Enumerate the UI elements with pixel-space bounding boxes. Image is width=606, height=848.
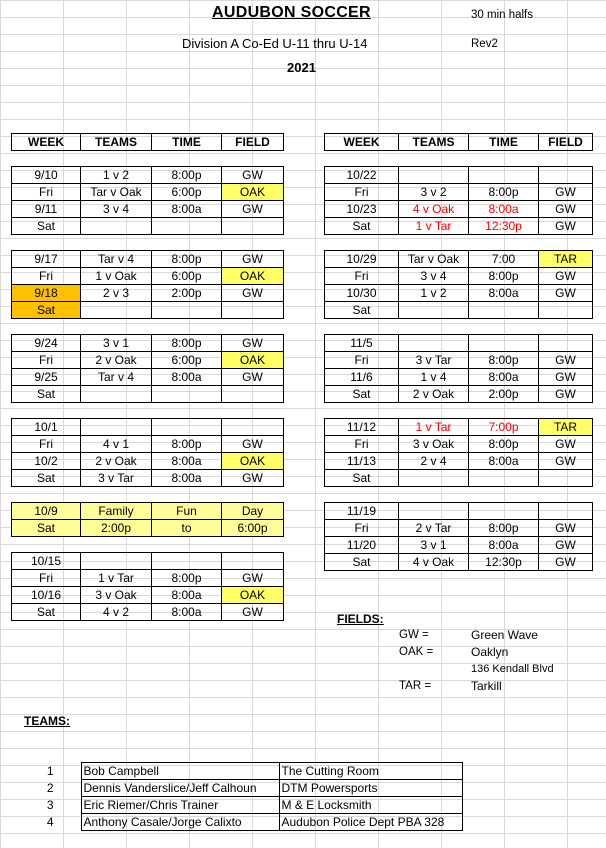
week-cell: Sat <box>325 302 399 319</box>
spacer-cell <box>152 235 222 251</box>
time-cell <box>152 386 222 403</box>
week-cell: 9/18 <box>12 285 81 302</box>
spacer-cell <box>399 403 469 419</box>
field-cell: GW <box>539 537 593 554</box>
field-cell: OAK <box>222 587 284 604</box>
field-cell: GW <box>539 369 593 386</box>
spacer-cell <box>469 403 539 419</box>
spacer-cell <box>539 319 593 335</box>
teams-cell <box>81 419 152 436</box>
spacer-cell <box>222 487 284 503</box>
week-cell: 9/24 <box>12 335 81 352</box>
field-cell: GW <box>222 335 284 352</box>
week-cell: Fri <box>325 268 399 285</box>
oak-code: OAK = <box>399 646 434 658</box>
schedule-table-right <box>324 133 593 571</box>
schedule-row <box>12 251 284 268</box>
schedule-row <box>12 268 284 285</box>
field-cell <box>222 419 284 436</box>
field-cell: TAR <box>539 419 593 436</box>
spacer-cell <box>222 403 284 419</box>
spacer-cell <box>469 487 539 503</box>
time-cell: 8:00p <box>152 335 222 352</box>
spacer-cell <box>325 319 399 335</box>
time-cell: 8:00p <box>469 268 539 285</box>
schedule-row <box>12 218 284 235</box>
spacer-cell <box>222 235 284 251</box>
field-cell: OAK <box>222 352 284 369</box>
field-cell: GW <box>222 604 284 621</box>
schedule-row <box>325 537 593 554</box>
field-cell: GW <box>222 470 284 487</box>
schedule-row <box>325 554 593 571</box>
field-cell: OAK <box>222 268 284 285</box>
schedule-row <box>325 352 593 369</box>
field-cell: GW <box>222 369 284 386</box>
teams-cell: 3 v 1 <box>399 537 469 554</box>
field-cell: GW <box>222 251 284 268</box>
teams-cell: 1 v 2 <box>81 167 152 184</box>
week-cell: Fri <box>325 352 399 369</box>
field-cell: GW <box>539 184 593 201</box>
week-cell: Sat <box>325 218 399 235</box>
week-cell: 9/11 <box>12 201 81 218</box>
spacer-cell <box>81 235 152 251</box>
field-cell: GW <box>539 554 593 571</box>
week-cell: 11/5 <box>325 335 399 352</box>
week-cell: 9/25 <box>12 369 81 386</box>
week-cell: 11/19 <box>325 503 399 520</box>
spacer-cell <box>12 403 81 419</box>
field-cell: GW <box>222 285 284 302</box>
schedule-row <box>325 369 593 386</box>
schedule-row <box>12 285 284 302</box>
teams-cell: 1 v 2 <box>399 285 469 302</box>
spacer-cell <box>81 403 152 419</box>
team-row <box>20 814 462 831</box>
tar-name: Tarkill <box>471 679 502 693</box>
field-cell: OAK <box>222 184 284 201</box>
spacer-cell <box>222 151 284 167</box>
time-cell: 8:00a <box>152 201 222 218</box>
spacer-cell <box>81 537 152 553</box>
week-cell: 9/17 <box>12 251 81 268</box>
teams-cell: 2:00p <box>81 520 152 537</box>
column-header: FIELD <box>539 134 593 151</box>
schedule-table-left <box>11 133 284 621</box>
schedule-row <box>325 470 593 487</box>
teams-cell: 4 v 2 <box>81 604 152 621</box>
week-cell: Fri <box>12 570 81 587</box>
team-row <box>20 780 462 797</box>
column-header: TIME <box>152 134 222 151</box>
teams-cell: 1 v Oak <box>81 268 152 285</box>
spacer-cell <box>539 235 593 251</box>
teams-cell <box>399 302 469 319</box>
family-day-row <box>12 520 284 537</box>
spacer-cell <box>222 319 284 335</box>
field-cell <box>539 302 593 319</box>
spacer-cell <box>81 151 152 167</box>
field-cell <box>539 503 593 520</box>
spacer-cell <box>325 487 399 503</box>
schedule-row <box>325 201 593 218</box>
schedule-row <box>325 386 593 403</box>
field-cell <box>222 386 284 403</box>
time-cell: 8:00a <box>152 587 222 604</box>
teams-cell: 1 v Tar <box>399 218 469 235</box>
team-row <box>20 763 462 780</box>
teams-cell: 2 v Oak <box>81 352 152 369</box>
field-cell <box>539 470 593 487</box>
schedule-row <box>12 352 284 369</box>
schedule-row <box>12 470 284 487</box>
time-cell <box>152 553 222 570</box>
schedule-row <box>325 503 593 520</box>
schedule-row <box>12 335 284 352</box>
time-cell: Fun <box>152 503 222 520</box>
teams-cell <box>399 470 469 487</box>
spacer-cell <box>469 319 539 335</box>
spacer-cell <box>152 537 222 553</box>
gw-name: Green Wave <box>471 628 538 642</box>
teams-cell: Tar v Oak <box>81 184 152 201</box>
schedule-row <box>12 386 284 403</box>
schedule-row <box>325 419 593 436</box>
team-sponsor: M & E Locksmith <box>279 797 462 814</box>
family-day-row <box>12 503 284 520</box>
week-cell: Sat <box>325 386 399 403</box>
teams-cell: Tar v 4 <box>81 251 152 268</box>
time-cell: 2:00p <box>152 285 222 302</box>
time-cell: 8:00a <box>469 285 539 302</box>
schedule-row <box>12 302 284 319</box>
tar-code: TAR = <box>399 680 432 692</box>
field-cell <box>222 302 284 319</box>
week-cell: Sat <box>12 520 81 537</box>
schedule-row <box>12 419 284 436</box>
schedule-row <box>12 453 284 470</box>
spacer-cell <box>152 487 222 503</box>
team-row <box>20 797 462 814</box>
oak-name: Oaklyn <box>471 645 509 659</box>
schedule-row <box>12 587 284 604</box>
week-cell: 10/29 <box>325 251 399 268</box>
field-cell <box>222 553 284 570</box>
time-cell: 6:00p <box>152 352 222 369</box>
field-cell <box>539 335 593 352</box>
column-header: FIELD <box>222 134 284 151</box>
time-cell: 8:00p <box>152 436 222 453</box>
week-cell: 10/23 <box>325 201 399 218</box>
week-cell: 10/9 <box>12 503 81 520</box>
team-coach: Dennis Vanderslice/Jeff Calhoun <box>81 780 279 797</box>
field-cell <box>539 167 593 184</box>
teams-cell: 3 v Oak <box>399 436 469 453</box>
teams-cell: 4 v Oak <box>399 201 469 218</box>
teams-cell: 1 v Tar <box>81 570 152 587</box>
time-cell: 8:00a <box>152 470 222 487</box>
spacer-cell <box>81 319 152 335</box>
column-header: WEEK <box>325 134 399 151</box>
week-cell: Fri <box>325 436 399 453</box>
schedule-row <box>12 369 284 386</box>
schedule-row <box>325 436 593 453</box>
teams-cell: Family <box>81 503 152 520</box>
time-cell: 8:00p <box>469 352 539 369</box>
division-subtitle: Division A Co-Ed U-11 thru U-14 <box>182 36 368 51</box>
field-cell: GW <box>222 167 284 184</box>
spacer-cell <box>81 487 152 503</box>
week-cell: 11/20 <box>325 537 399 554</box>
header-row <box>325 134 593 151</box>
schedule-row <box>325 335 593 352</box>
schedule-row <box>12 184 284 201</box>
teams-cell: 2 v 4 <box>399 453 469 470</box>
teams-cell: Tar v Oak <box>399 251 469 268</box>
time-cell: 6:00p <box>152 184 222 201</box>
schedule-row <box>12 553 284 570</box>
team-sponsor: The Cutting Room <box>279 763 462 780</box>
team-sponsor: Audubon Police Dept PBA 328 <box>279 814 462 831</box>
spacer-cell <box>325 235 399 251</box>
field-cell: GW <box>222 570 284 587</box>
teams-cell: 2 v 3 <box>81 285 152 302</box>
teams-cell: 2 v Oak <box>399 386 469 403</box>
week-cell: Fri <box>325 520 399 537</box>
teams-cell <box>399 167 469 184</box>
time-cell: 8:00p <box>152 167 222 184</box>
time-cell: 6:00p <box>152 268 222 285</box>
column-header: WEEK <box>12 134 81 151</box>
spacer-cell <box>399 487 469 503</box>
spacer-cell <box>399 151 469 167</box>
spacer-cell <box>152 319 222 335</box>
schedule-row <box>12 436 284 453</box>
spacer-cell <box>469 151 539 167</box>
week-cell: 10/15 <box>12 553 81 570</box>
time-cell <box>469 302 539 319</box>
time-cell <box>152 218 222 235</box>
time-cell: 8:00a <box>469 369 539 386</box>
spacer-cell <box>539 151 593 167</box>
time-cell: 8:00p <box>152 570 222 587</box>
spacer-cell <box>325 151 399 167</box>
week-cell: 11/13 <box>325 453 399 470</box>
spacer-cell <box>12 487 81 503</box>
time-cell <box>469 470 539 487</box>
week-cell: Sat <box>12 386 81 403</box>
team-coach: Anthony Casale/Jorge Calixto <box>81 814 279 831</box>
teams-cell: 3 v 2 <box>399 184 469 201</box>
time-cell: 12:30p <box>469 218 539 235</box>
teams-cell: 3 v 1 <box>81 335 152 352</box>
field-cell: GW <box>539 436 593 453</box>
teams-cell: 3 v Tar <box>81 470 152 487</box>
spacer-cell <box>325 403 399 419</box>
schedule-row <box>12 167 284 184</box>
time-cell: 2:00p <box>469 386 539 403</box>
teams-cell <box>81 218 152 235</box>
week-cell: Fri <box>325 184 399 201</box>
time-cell <box>469 503 539 520</box>
field-cell: GW <box>539 218 593 235</box>
teams-cell: 3 v 4 <box>399 268 469 285</box>
team-number: 1 <box>46 764 54 778</box>
schedule-row <box>325 302 593 319</box>
teams-cell <box>81 302 152 319</box>
field-cell: GW <box>222 436 284 453</box>
time-cell <box>469 335 539 352</box>
time-cell: 8:00a <box>469 537 539 554</box>
week-cell: 9/10 <box>12 167 81 184</box>
week-cell: Sat <box>325 470 399 487</box>
field-cell: GW <box>539 352 593 369</box>
field-cell: 6:00p <box>222 520 284 537</box>
teams-cell <box>81 386 152 403</box>
teams-cell <box>399 503 469 520</box>
schedule-row <box>325 184 593 201</box>
week-cell: Fri <box>12 184 81 201</box>
field-cell: GW <box>539 520 593 537</box>
time-cell: 8:00a <box>469 201 539 218</box>
week-cell: Sat <box>12 218 81 235</box>
spacer-cell <box>12 319 81 335</box>
week-cell: 10/16 <box>12 587 81 604</box>
time-cell: 8:00a <box>469 453 539 470</box>
spacer-cell <box>539 403 593 419</box>
column-header: TEAMS <box>81 134 152 151</box>
spacer-cell <box>12 537 81 553</box>
schedule-row <box>12 570 284 587</box>
week-cell: Fri <box>12 352 81 369</box>
teams-cell <box>399 335 469 352</box>
spacer-cell <box>539 487 593 503</box>
field-cell: GW <box>539 453 593 470</box>
field-cell: Day <box>222 503 284 520</box>
page-title: AUDUBON SOCCER <box>212 4 371 21</box>
field-cell: TAR <box>539 251 593 268</box>
teams-cell: 3 v 4 <box>81 201 152 218</box>
field-cell: GW <box>539 386 593 403</box>
week-cell: Sat <box>12 604 81 621</box>
week-cell: Sat <box>325 554 399 571</box>
time-cell: 12:30p <box>469 554 539 571</box>
teams-cell: 2 v Oak <box>81 453 152 470</box>
week-cell: 10/22 <box>325 167 399 184</box>
field-cell: GW <box>539 268 593 285</box>
team-number: 3 <box>46 798 54 812</box>
field-cell: GW <box>222 201 284 218</box>
week-cell: Sat <box>12 302 81 319</box>
column-header: TEAMS <box>399 134 469 151</box>
team-coach: Bob Campbell <box>81 763 279 780</box>
teams-cell: 1 v 4 <box>399 369 469 386</box>
spacer-cell <box>12 235 81 251</box>
spacer-cell <box>469 235 539 251</box>
spacer-cell <box>152 151 222 167</box>
teams-cell: 4 v Oak <box>399 554 469 571</box>
teams-cell: 3 v Oak <box>81 587 152 604</box>
teams-cell: 2 v Tar <box>399 520 469 537</box>
teams-table <box>20 762 463 831</box>
week-cell: 11/6 <box>325 369 399 386</box>
season-year: 2021 <box>287 60 316 75</box>
team-coach: Eric Riemer/Chris Trainer <box>81 797 279 814</box>
field-cell: GW <box>539 201 593 218</box>
schedule-row <box>325 268 593 285</box>
team-number: 2 <box>46 781 54 795</box>
schedule-row <box>325 167 593 184</box>
week-cell: Fri <box>12 268 81 285</box>
time-cell: 8:00a <box>152 604 222 621</box>
week-cell: 10/1 <box>12 419 81 436</box>
week-cell: 10/2 <box>12 453 81 470</box>
halfs-note: 30 min halfs <box>471 9 534 21</box>
time-cell <box>152 302 222 319</box>
time-cell: 8:00p <box>469 436 539 453</box>
time-cell <box>469 167 539 184</box>
time-cell <box>152 419 222 436</box>
header-row <box>12 134 284 151</box>
time-cell: 8:00p <box>152 251 222 268</box>
field-cell <box>222 218 284 235</box>
spacer-cell <box>12 151 81 167</box>
teams-cell: 4 v 1 <box>81 436 152 453</box>
oak-address: 136 Kendall Blvd <box>471 663 554 675</box>
spacer-cell <box>399 319 469 335</box>
field-cell: OAK <box>222 453 284 470</box>
team-number: 4 <box>46 815 54 829</box>
week-cell: Fri <box>12 436 81 453</box>
fields-label: FIELDS: <box>337 612 384 626</box>
team-sponsor: DTM Powersports <box>279 780 462 797</box>
schedule-row <box>12 604 284 621</box>
spacer-cell <box>222 537 284 553</box>
time-cell: 8:00a <box>152 453 222 470</box>
column-header: TIME <box>469 134 539 151</box>
revision-label: Rev2 <box>471 38 498 50</box>
schedule-row <box>325 453 593 470</box>
spacer-cell <box>399 235 469 251</box>
week-cell: 10/30 <box>325 285 399 302</box>
schedule-row <box>325 218 593 235</box>
time-cell: 8:00p <box>469 520 539 537</box>
teams-cell <box>81 553 152 570</box>
time-cell: 8:00a <box>152 369 222 386</box>
time-cell: 8:00p <box>469 184 539 201</box>
time-cell: to <box>152 520 222 537</box>
time-cell: 7:00p <box>469 419 539 436</box>
schedule-row <box>325 520 593 537</box>
week-cell: Sat <box>12 470 81 487</box>
teams-cell: 1 v Tar <box>399 419 469 436</box>
schedule-row <box>325 251 593 268</box>
teams-label: TEAMS: <box>24 714 70 728</box>
teams-cell: 3 v Tar <box>399 352 469 369</box>
schedule-row <box>12 201 284 218</box>
time-cell: 7:00 <box>469 251 539 268</box>
week-cell: 11/12 <box>325 419 399 436</box>
teams-cell: Tar v 4 <box>81 369 152 386</box>
field-cell: GW <box>539 285 593 302</box>
schedule-row <box>325 285 593 302</box>
gw-code: GW = <box>399 629 429 641</box>
spacer-cell <box>152 403 222 419</box>
